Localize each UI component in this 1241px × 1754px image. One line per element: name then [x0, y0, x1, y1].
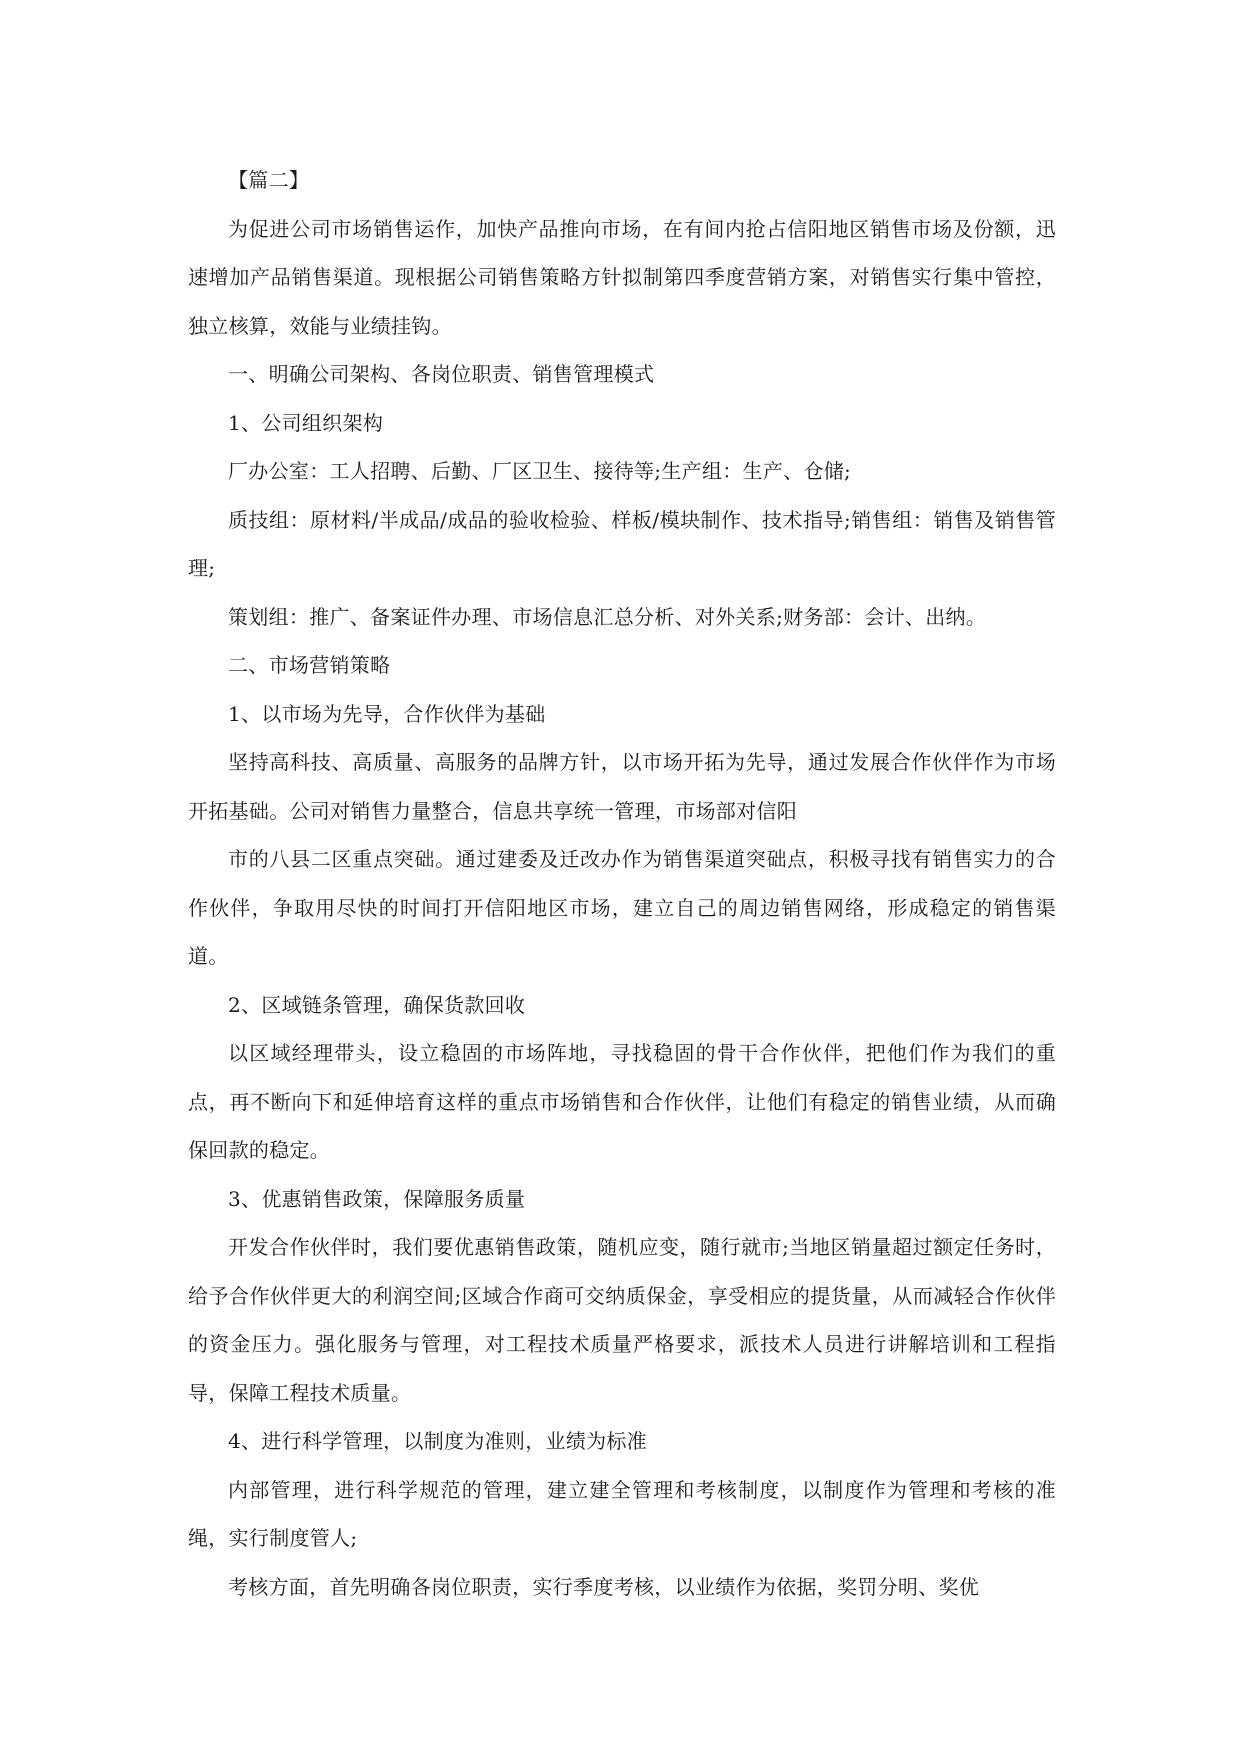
- document-body: [188, 156, 1056, 1611]
- section-mark: 【篇二】: [228, 168, 310, 192]
- subheading-2-4: 4、进行科学管理，以制度为准则，业绩为标准: [228, 1429, 648, 1453]
- paragraph-market-county: 市的八县二区重点突础。通过建委及迁改办作为销售渠道突础点，积极寻找有销售实力的合作伙伴，争取用尽快的时间打开信阳地区市场，建立自己的周边销售网络，形成稳定的销售渠道。: [188, 847, 1056, 968]
- paragraph-office: 厂办公室：工人招聘、后勤、厂区卫生、接待等;生产组：生产、仓储;: [228, 459, 852, 483]
- paragraph-quality: 质技组：原材料/半成品/成品的验收检验、样板/模块制作、技术指导;销售组：销售及销售管理;: [188, 507, 1056, 580]
- paragraph-planning: 策划组：推广、备案证件办理、市场信息汇总分析、对外关系;财务部：会计、出纳。: [228, 604, 987, 629]
- subheading-2-2: 2、区域链条管理，确保货款回收: [228, 992, 526, 1017]
- subheading-2-3: 3、优惠销售政策，保障服务质量: [228, 1186, 526, 1211]
- heading-section-1: 一、明确公司架构、各岗位职责、销售管理模式: [228, 362, 655, 386]
- paragraph-internal-management: 内部管理，进行科学规范的管理，建立建全管理和考核制度，以制度作为管理和考核的准绳，实行制度管人;: [188, 1477, 1056, 1550]
- paragraph-intro: 为促进公司市场销售运作，加快产品推向市场，在有间内抢占信阳地区销售市场及份额，迅速增加产品销售渠道。现根据公司销售策略方针拟制第四季度营销方案，对销售实行集中管控，独立核算，效能与业绩挂钩。: [188, 216, 1056, 338]
- subheading-2-1: 1、以市场为先导，合作伙伴为基础: [228, 701, 546, 726]
- paragraph-regional: 以区域经理带头，设立稳固的市场阵地，寻找稳固的骨干合作伙伴，把他们作为我们的重点，再不断向下和延伸培育这样的重点市场销售和合作伙伴，让他们有稳定的销售业绩，从而确保回款的稳定。: [188, 1041, 1056, 1162]
- paragraph-policy: 开发合作伙伴时，我们要优惠销售政策，随机应变，随行就市;当地区销量超过额定任务时，给予合作伙伴更大的利润空间;区域合作商可交纳质保金，享受相应的提货量，从而减轻合作伙伴的资金压力。强化服务与管理，对工程技术质量严格要求，派技术人员进行讲解培训和工程指导，保障工程技术质量。: [188, 1235, 1056, 1405]
- subheading-1-1: 1、公司组织架构: [228, 410, 384, 435]
- heading-section-2: 二、市场营销策略: [228, 653, 391, 677]
- paragraph-assessment: 考核方面，首先明确各岗位职责，实行季度考核，以业绩作为依据，奖罚分明、奖优: [228, 1574, 980, 1599]
- paragraph-market-lead: 坚持高科技、高质量、高服务的品牌方针，以市场开拓为先导，通过发展合作伙伴作为市场开拓基础。公司对销售力量整合，信息共享统一管理，市场部对信阳: [188, 750, 1056, 823]
